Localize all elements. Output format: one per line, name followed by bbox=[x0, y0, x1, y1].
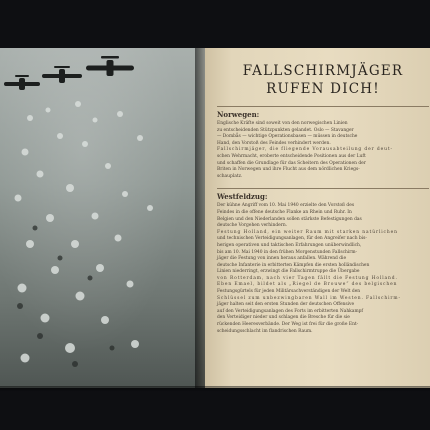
section-title-westfeldzug: Westfeldzug: bbox=[217, 188, 429, 201]
body-line: von Rotterdam, nach vier Tagen fällt die Festung Holland. bbox=[217, 275, 398, 281]
plane-icon bbox=[86, 56, 134, 76]
headline-line-2: RUFEN DICH! bbox=[266, 81, 380, 97]
body-line: deutsche Vorgehen verhindern. bbox=[217, 223, 288, 229]
body-line: Belgien und den Niederlanden sollen stärkste Befestigungen das bbox=[217, 216, 362, 222]
body-line: Briten in Norwegen und ihre Flucht aus dem nördlichen Kriegs- bbox=[217, 167, 360, 173]
body-line: auf den Verteidigungsanlagen des Forts im erbitterten Nahkampf bbox=[217, 308, 364, 314]
section-body-westfeldzug bbox=[217, 203, 429, 335]
body-line: deutsche Infanterie in erbitterten Kämpfen die ersten holländischen bbox=[217, 262, 370, 268]
body-line: jäger die Festung von innen heraus anfallen. Während die bbox=[217, 256, 347, 262]
section-body-norwegen bbox=[217, 121, 429, 180]
body-line: zu entscheidenden Stützpunkten gelandet. Oslo — Stavanger bbox=[217, 127, 354, 133]
body-line: Linien niederringt, erzwingt die Fallschirmtruppe die Übergabe bbox=[217, 269, 360, 275]
body-line: Feindes in die offene deutsche Flanke an Rhein und Ruhr. In bbox=[217, 209, 352, 215]
plane-icon bbox=[4, 75, 40, 90]
body-line: Englische Kräfte sind soweit von den norwegischen Linien bbox=[217, 121, 348, 126]
open-booklet bbox=[0, 48, 430, 390]
parachute-canopies bbox=[15, 101, 154, 363]
aircraft-dropping-paratroopers-photo bbox=[0, 48, 205, 388]
body-line: schen Wehrmacht, eroberte entscheidende Positionen aus der Luft bbox=[217, 153, 366, 159]
body-line: bis am 10. Mai 1940 in den frühen Morgenstunden Fallschirm- bbox=[217, 249, 358, 255]
body-line: schauplatz. bbox=[217, 173, 243, 179]
body-line: jäger halten seit den ersten Stunden der deutschen Offensive bbox=[217, 302, 355, 308]
body-line: und schaffen die Grundlage für das Scheitern des Operationen der bbox=[217, 160, 366, 166]
body-line: — Dombås — wichtige Operationsbasen — müssen in deutsche bbox=[217, 134, 358, 140]
body-line: scheidungsschlacht im flandrischen Raum. bbox=[217, 328, 313, 334]
plane-icon bbox=[42, 66, 82, 83]
body-line: und technischen Verteidigungsanlagen, für den Angreifer nach bis- bbox=[217, 236, 367, 242]
body-line: Eben Emael, bildet als „Riegel de Brouwe“ des belgischen bbox=[217, 282, 398, 288]
body-line: den Verteidiger nieder und schlagen die Bresche für die sie bbox=[217, 315, 350, 321]
right-page-text bbox=[205, 48, 430, 388]
section-title-norwegen: Norwegen: bbox=[217, 106, 429, 119]
body-line: herigen operativen und taktischen Erfahrungen unüberwindlich, bbox=[217, 242, 362, 248]
body-line: Festungsgürtels für jeden Militärsachverständigen der Welt den bbox=[217, 289, 361, 295]
body-line: Festung Holland, ein weiter Raum mit starken natürlichen bbox=[217, 229, 398, 235]
text-column bbox=[217, 58, 429, 335]
body-line: Der kühne Angriff vom 10. Mai 1940 erzielte den Vorstoß des bbox=[217, 203, 355, 209]
headline-line-1: FALLSCHIRMJÄGER bbox=[242, 63, 404, 79]
body-line: Hand, den Vorstoß des Feindes verhindert werden. bbox=[217, 140, 331, 146]
body-line: Schlüssel zum unbezwingbaren Wall im Westen. Fallschirm- bbox=[217, 295, 401, 301]
left-page-photo bbox=[0, 48, 205, 388]
body-line: rückenden Heeresverbände. Der Weg ist frei für die große Ent- bbox=[217, 322, 359, 328]
page-bottom-shadow bbox=[0, 386, 430, 392]
page-headline bbox=[217, 62, 429, 98]
body-line: Fallschirmjäger, die fliegende Vorausabteilung der deut- bbox=[217, 147, 393, 153]
